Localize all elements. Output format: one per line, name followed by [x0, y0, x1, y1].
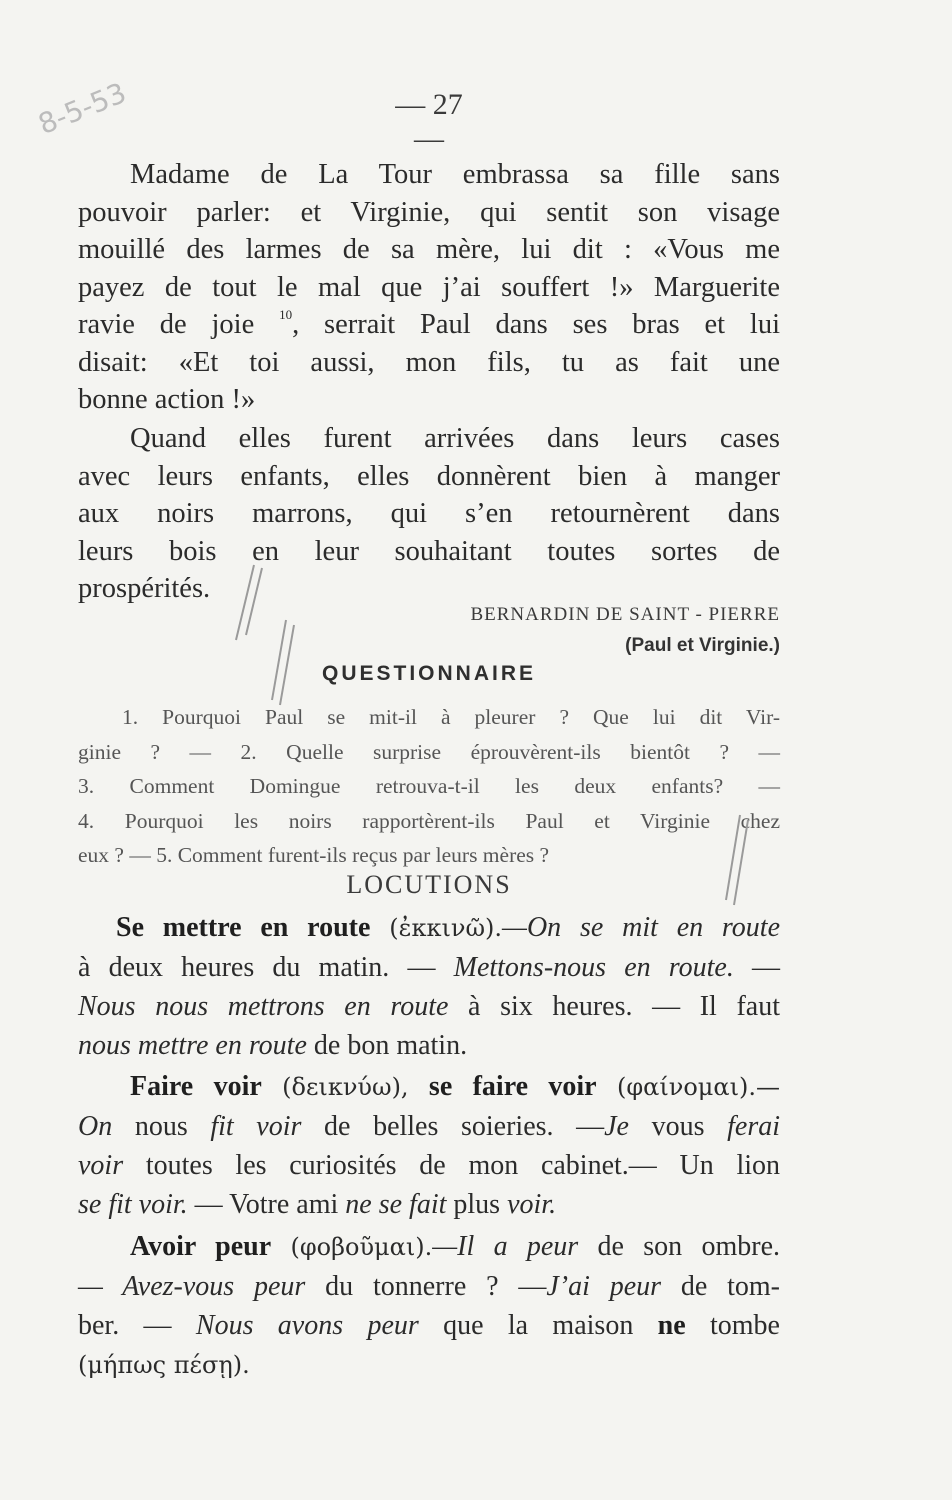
example: peur [367, 1310, 419, 1341]
text-fragment: ber. — [78, 1310, 196, 1341]
emphasis: ne [657, 1310, 686, 1341]
example: ne se fait [345, 1189, 447, 1220]
text-line: pouvoir parler: et Virginie, qui sentit son visage [78, 196, 780, 228]
book-page [33, 0, 781, 1500]
text-fragment: plus [446, 1189, 508, 1220]
text-line: avec leurs enfants, elles donnèrent bien à manger [78, 460, 780, 492]
locutions-heading: LOCUTIONS [346, 870, 512, 899]
greek-translation: (δεικνύω), [282, 1073, 409, 1101]
locution-term: se faire voir [428, 1071, 597, 1102]
example: — Avez-vous peur [78, 1271, 306, 1302]
question-line: 1. Pourquoi Paul se mit-il à pleurer ? Que lui dit Vir- [122, 705, 780, 729]
page-number: — 27 — [395, 88, 463, 155]
text-line [78, 908, 780, 948]
locution-entry-3 [78, 1227, 780, 1385]
text-fragment: vous [628, 1111, 728, 1142]
text-fragment: ravie de joie [78, 309, 255, 340]
text-line: payez de tout le mal que j’ai souffert !» Marguerite [78, 271, 780, 303]
text-fragment: à deux heures du matin. — [78, 952, 454, 983]
author-name: BERNARDIN DE SAINT - PIERRE [470, 604, 780, 625]
text-fragment: à six heures. — Il faut [448, 991, 780, 1022]
text-line [78, 987, 780, 1026]
example: —On se mit en route [502, 912, 780, 943]
text-line [78, 306, 780, 344]
locution-term: Faire voir [130, 1071, 262, 1102]
text-line: Madame de La Tour embrassa sa fille sans [130, 159, 780, 190]
locution-entry-2 [78, 1067, 780, 1224]
locution-entry-1 [78, 908, 780, 1065]
example: Nous nous mettrons en route [78, 991, 449, 1022]
text-fragment: de bon matin. [306, 1030, 468, 1061]
question-line: 3. Comment Domingue retrouva-t-il les deux enfants? — [78, 774, 780, 798]
questionnaire-text [78, 700, 780, 873]
greek-translation: (ἐκκινῶ). [389, 914, 503, 942]
text-fragment: nous [112, 1111, 211, 1142]
greek-translation: (φοβοῦμαι). [290, 1233, 433, 1261]
text-line: disait: «Et toi aussi, mon fils, tu as fait une [78, 346, 780, 378]
example: fit voir [210, 1111, 302, 1142]
text-fragment: de son ombre. [578, 1231, 781, 1262]
text-line: leurs bois en leur souhaitant toutes sortes de [78, 535, 780, 567]
text-line [78, 1185, 780, 1224]
text-fragment: de belles soieries. — [301, 1111, 605, 1142]
example: Mettons-nous en route. [453, 952, 734, 983]
question-line: ginie ? — 2. Quelle surprise éprouvèrent-ils bientôt ? — [78, 739, 780, 764]
example: ferai [727, 1111, 780, 1142]
text-line [78, 1267, 780, 1306]
text-fragment: — [733, 952, 781, 983]
text-fragment: du tonnerre ? — [305, 1271, 547, 1302]
text-line: mouillé des larmes de sa mère, lui dit : «Vous me [78, 234, 780, 265]
text-line [78, 1026, 780, 1065]
example: —Il a peur [432, 1231, 579, 1262]
text-fragment: que la maison [418, 1310, 658, 1341]
text-line [78, 1067, 780, 1107]
paragraph-1 [78, 156, 780, 419]
text-fragment: toutes les curiosités de mon cabinet.— Un lion [123, 1150, 780, 1181]
question-line: eux ? — 5. Comment furent-ils reçus par leurs mères ? [78, 843, 550, 867]
text-line [78, 1306, 780, 1345]
text-line: Quand elles furent arrivées dans leurs cases [130, 423, 780, 454]
text-fragment: , serrait Paul dans ses bras et lui [292, 309, 780, 340]
text-line: bonne action !» [78, 384, 256, 415]
pencil-annotation: 8-5-53 [33, 76, 131, 141]
example: Nous avons [195, 1310, 344, 1341]
text-line [78, 1227, 780, 1267]
text-line [78, 1345, 780, 1385]
example: se fit voir. [78, 1189, 188, 1220]
example: nous mettre en route [78, 1030, 307, 1061]
example: voir [78, 1150, 124, 1181]
text-line [78, 948, 780, 987]
greek-translation: (φαίνομαι).— [616, 1073, 781, 1101]
example: voir. [507, 1189, 557, 1220]
text-fragment: de tom- [661, 1271, 780, 1302]
locution-term: Se mettre en route [116, 912, 371, 943]
greek-translation: (μήπως πέσῃ). [78, 1351, 250, 1379]
example: Je [604, 1111, 629, 1142]
text-fragment: tombe [685, 1310, 780, 1341]
text-fragment: — Votre ami [187, 1189, 346, 1220]
questionnaire-heading: QUESTIONNAIRE [321, 662, 536, 685]
footnote-marker: 10 [279, 307, 293, 322]
example: J’ai peur [546, 1271, 662, 1302]
paragraph-2 [78, 420, 780, 608]
text-line: aux noirs marrons, qui s’en retournèrent dans [78, 498, 780, 529]
text-line: prospérités. [78, 573, 211, 604]
text-line [78, 1146, 780, 1185]
example: On [78, 1111, 113, 1142]
locution-term: Avoir peur [130, 1231, 272, 1262]
text-line [78, 1107, 780, 1146]
question-line: 4. Pourquoi les noirs rapportèrent-ils Paul et Virginie chez [78, 808, 780, 833]
work-title: (Paul et Virginie.) [625, 635, 780, 656]
